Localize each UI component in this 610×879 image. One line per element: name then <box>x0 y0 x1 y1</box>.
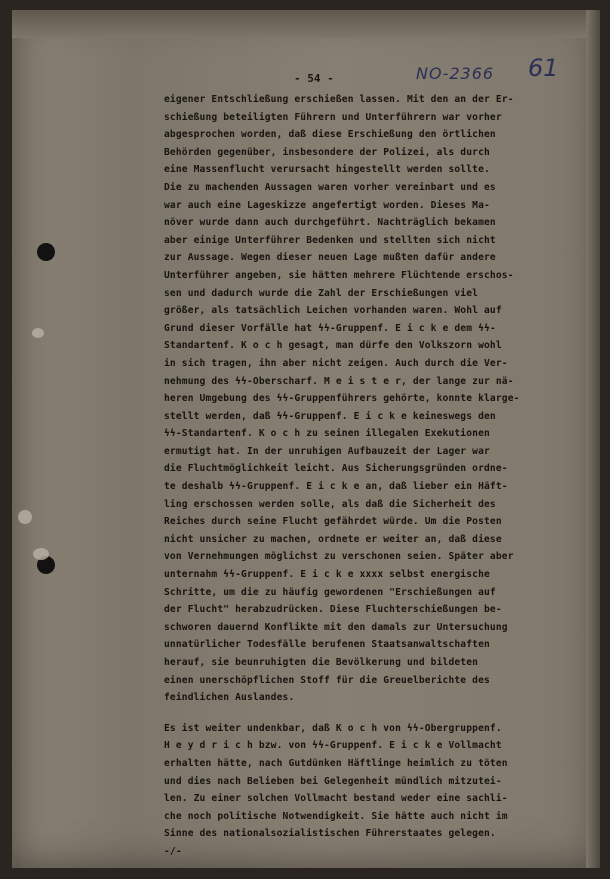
text-line: stellt werden, daß ϟϟ-Gruppenf. E i c k e keineswegs den <box>164 410 496 422</box>
paragraph <box>164 91 584 707</box>
text-line: abgesprochen worden, daß diese Erschießung den örtlichen <box>164 129 496 141</box>
text-line: war auch eine Lageskizze angefertigt worden. Dieses Ma- <box>164 199 490 211</box>
paper-edge-shadow <box>586 10 600 868</box>
text-line: növer wurde dann auch durchgeführt. Nachträglich bekamen <box>164 217 496 229</box>
text-line: eigener Entschließung erschießen lassen. Mit den an der Er- <box>164 94 514 105</box>
text-line: -/- <box>164 845 182 857</box>
text-line: herauf, sie beunruhigten die Bevölkerung und bildeten <box>164 657 479 668</box>
handwritten-folio-number: 61 <box>528 54 559 82</box>
text-line: schießung beteiligten Führern und Unterführern war vorher <box>164 111 502 123</box>
text-line: Die zu machenden Aussagen waren vorher vereinbart und es <box>164 181 496 193</box>
text-line: eine Massenflucht verursacht hingestellt werden sollte. <box>164 164 490 176</box>
text-line: unternahm ϟϟ-Gruppenf. E i c k e xxxx selbst energische <box>164 569 490 581</box>
page-number: - 54 - <box>294 72 334 85</box>
text-line: die Fluchtmöglichkeit leicht. Aus Sicherungsgründen ordne- <box>164 463 508 475</box>
punch-hole-top <box>37 243 55 261</box>
text-line: nehmung des ϟϟ-Oberscharf. M e i s t e r, der lange zur nä- <box>164 375 514 387</box>
text-line: und dies nach Belieben bei Gelegenheit mündlich mitzutei- <box>164 775 502 787</box>
text-line: ϟϟ-Standartenf. K o c h zu seinen illegalen Exekutionen <box>164 428 490 440</box>
text-line: H e y d r i c h bzw. von ϟϟ-Gruppenf. E i c k e Vollmacht <box>164 740 502 752</box>
paper-fold-shadow <box>12 10 600 38</box>
text-line: nicht unsicher zu machen, ordnete er weiter an, daß diese <box>164 533 502 545</box>
text-line: größer, als tatsächlich Leichen vorhanden waren. Wohl auf <box>164 305 502 317</box>
text-line: Es ist weiter undenkbar, daß K o c h von ϟϟ-Obergruppenf. <box>164 722 502 734</box>
text-line: schworen dauernd Konflikte mit den damals zur Untersuchung <box>164 621 508 633</box>
text-line: te deshalb ϟϟ-Gruppenf. E i c k e an, daß lieber ein Häft- <box>164 481 508 493</box>
text-line: zur Aussage. Wegen dieser neuen Lage mußten dafür andere <box>164 252 496 264</box>
text-line: Standartenf. K o c h gesagt, man dürfe den Volkszorn wohl <box>164 340 502 352</box>
paragraph <box>164 720 584 861</box>
paper-stain <box>32 328 44 338</box>
text-line: ermutigt hat. In der unruhigen Aufbauzeit der Lager war <box>164 445 490 457</box>
text-line: len. Zu einer solchen Vollmacht bestand weder eine sachli- <box>164 793 508 805</box>
typed-body-text <box>164 91 584 861</box>
text-line: erhalten hätte, nach Gutdünken Häftlinge heimlich zu töten <box>164 757 508 769</box>
paper-stain <box>33 548 49 560</box>
text-line: ling erschossen werden solle, als daß die Sicherheit des <box>164 498 496 510</box>
handwritten-document-reference: NO-2366 <box>416 64 495 83</box>
text-line: von Vernehmungen möglichst zu verschonen seien. Später aber <box>164 551 514 563</box>
paragraph-gap <box>164 707 584 720</box>
text-line: in sich tragen, ihn aber nicht zeigen. Auch durch die Ver- <box>164 357 508 369</box>
text-line: Behörden gegenüber, insbesondere der Polizei, als durch <box>164 146 490 158</box>
text-line: Grund dieser Vorfälle hat ϟϟ-Gruppenf. E i c k e dem ϟϟ- <box>164 322 496 334</box>
text-line: Schritte, um die zu häufig gewordenen "Erschießungen auf <box>164 586 496 598</box>
text-line: heren Umgebung des ϟϟ-Gruppenführers gehörte, konnte klarge- <box>164 393 520 405</box>
text-line: der Flucht" herabzudrücken. Diese Fluchterschießungen be- <box>164 604 502 616</box>
text-line: sen und dadurch wurde die Zahl der Erschießungen viel <box>164 287 479 299</box>
text-line: unnatürlicher Todesfälle berufenen Staatsanwaltschaften <box>164 639 490 651</box>
text-line: Sinne des nationalsozialistischen Führerstaates gelegen. <box>164 828 496 840</box>
text-line: Unterführer angeben, sie hätten mehrere Flüchtende erschos- <box>164 269 514 281</box>
paper-stain <box>18 510 32 524</box>
text-line: che noch politische Notwendigkeit. Sie hätte auch nicht im <box>164 810 508 822</box>
text-line: feindlichen Auslandes. <box>164 692 295 704</box>
text-line: aber einige Unterführer Bedenken und stellten sich nicht <box>164 234 496 246</box>
text-line: Reiches durch seine Flucht gefährdet würde. Um die Posten <box>164 516 502 528</box>
text-line: einen unerschöpflichen Stoff für die Greuelberichte des <box>164 674 490 686</box>
